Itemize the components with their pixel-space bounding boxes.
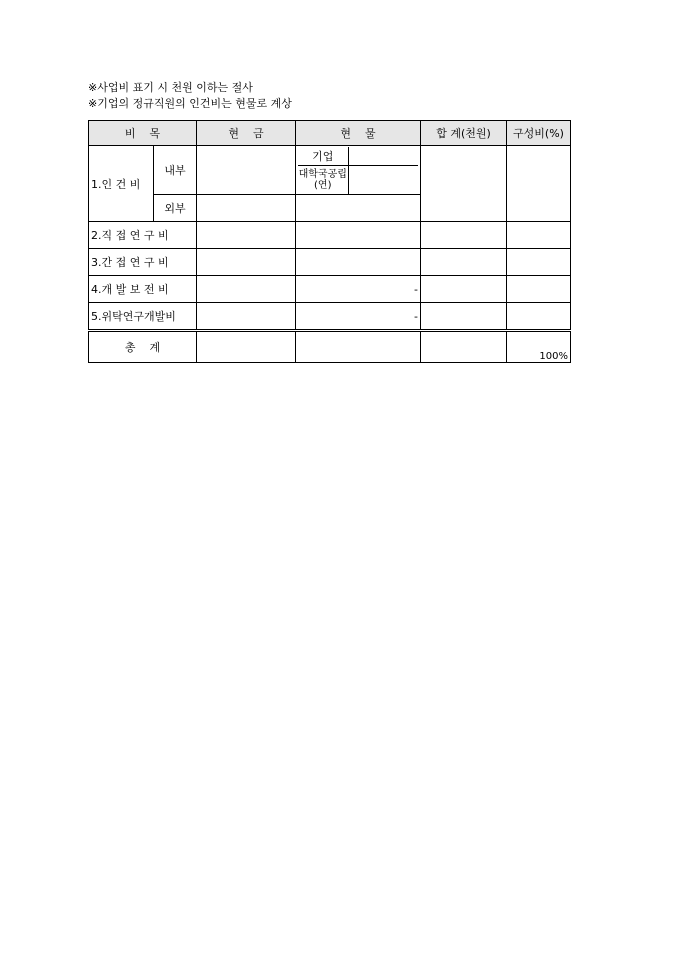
cell-sum[interactable]	[421, 331, 507, 363]
header-ratio: 구성비(%)	[507, 121, 571, 146]
table-row	[89, 303, 571, 331]
header-cash: 현 금	[197, 121, 296, 146]
cell-in-kind[interactable]	[296, 331, 421, 363]
cell-sum[interactable]	[421, 146, 507, 222]
header-item: 비 목	[89, 121, 197, 146]
cell-cash[interactable]	[197, 222, 296, 249]
cell-in-kind[interactable]: -	[296, 276, 421, 303]
table-row	[89, 222, 571, 249]
table-total-row	[89, 331, 571, 363]
personnel-internal: 내부	[154, 146, 197, 195]
cell-ratio[interactable]	[507, 146, 571, 222]
cell-in-kind[interactable]: -	[296, 303, 421, 331]
cell-sum[interactable]	[421, 249, 507, 276]
direct-label: 2.직 접 연 구 비	[89, 222, 197, 249]
cell-cash[interactable]	[197, 195, 296, 222]
table-header-row	[89, 121, 571, 146]
cell-in-kind[interactable]	[296, 222, 421, 249]
in-kind-company-label: 기업	[298, 147, 348, 166]
cell-in-kind[interactable]	[296, 249, 421, 276]
cell-in-kind[interactable]	[296, 195, 421, 222]
header-sum: 합 계(천원)	[421, 121, 507, 146]
cell-cash[interactable]	[197, 276, 296, 303]
cell-sum[interactable]	[421, 222, 507, 249]
header-in-kind: 현 물	[296, 121, 421, 146]
cell-sum[interactable]	[421, 303, 507, 331]
in-kind-company-value[interactable]	[348, 147, 418, 166]
in-kind-univ-label: 대학국공립(연)	[298, 165, 348, 194]
budget-table	[88, 120, 571, 363]
table-row	[89, 249, 571, 276]
cell-ratio[interactable]	[507, 249, 571, 276]
cell-ratio[interactable]	[507, 276, 571, 303]
cell-sum[interactable]	[421, 276, 507, 303]
cell-cash[interactable]	[197, 146, 296, 195]
cell-cash[interactable]	[197, 249, 296, 276]
cell-cash[interactable]	[197, 303, 296, 331]
indirect-label: 3.간 접 연 구 비	[89, 249, 197, 276]
table-row	[89, 146, 571, 195]
contract-label: 5.위탁연구개발비	[89, 303, 197, 331]
in-kind-sub-cell	[296, 146, 421, 195]
table-row	[89, 276, 571, 303]
personnel-external: 외부	[154, 195, 197, 222]
personnel-label: 1.인 건 비	[89, 146, 154, 222]
in-kind-univ-value[interactable]	[348, 165, 418, 194]
cell-ratio[interactable]	[507, 303, 571, 331]
total-label: 총 계	[89, 331, 197, 363]
cell-cash[interactable]	[197, 331, 296, 363]
cell-ratio[interactable]	[507, 222, 571, 249]
note-line: ※기업의 정규직원의 인건비는 현물로 계상	[88, 97, 292, 110]
notes-block	[88, 80, 292, 112]
total-ratio: 100%	[507, 331, 571, 363]
dev-label: 4.개 발 보 전 비	[89, 276, 197, 303]
note-line: ※사업비 표기 시 천원 이하는 절사	[88, 81, 253, 94]
in-kind-subtable	[298, 147, 418, 194]
